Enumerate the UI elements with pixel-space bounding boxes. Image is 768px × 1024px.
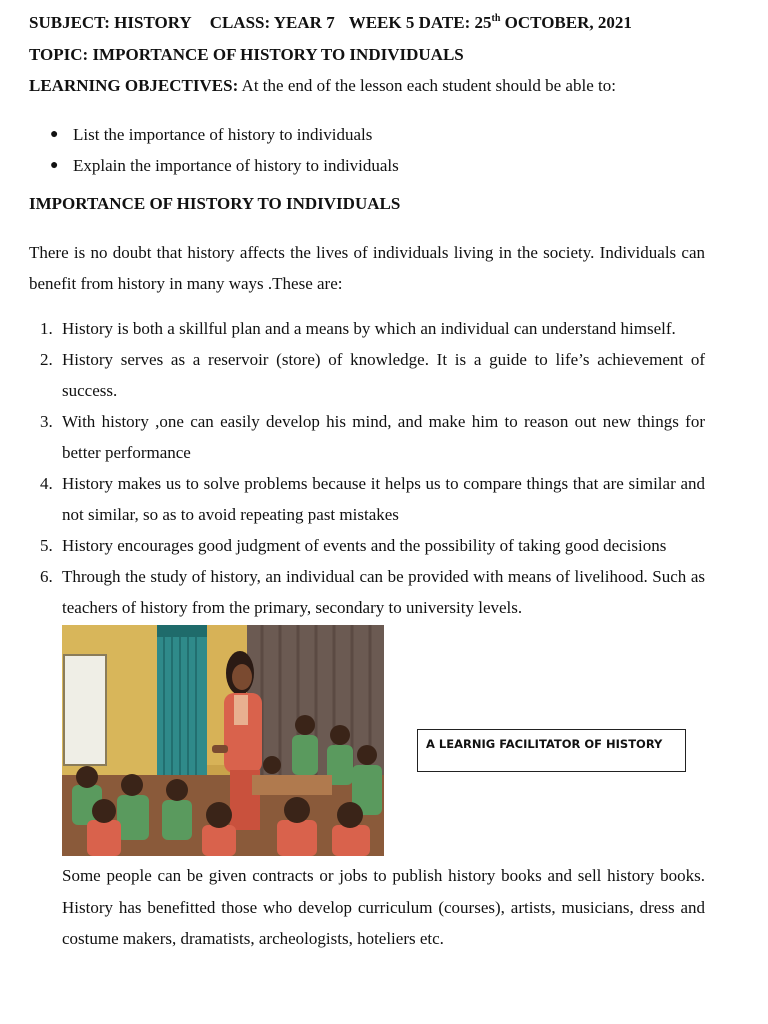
item-text: History makes us to solve problems because it helps us to compare things that are similar and not similar, so as to avoid repeating past mistakes [62, 474, 705, 524]
list-item [29, 313, 705, 344]
item-number: 3. [40, 412, 53, 431]
classroom-photo [62, 625, 384, 856]
objectives-line [29, 75, 616, 96]
list-item [29, 468, 705, 530]
objectives-label: LEARNING OBJECTIVES: [29, 76, 239, 95]
objective-item [29, 150, 399, 181]
item-number: 4. [40, 474, 53, 493]
date-rest: OCTOBER, 2021 [500, 13, 632, 32]
intro-paragraph: There is no doubt that history affects the lives of individuals living in the society. Individuals can benefit from history in many ways .These are: [29, 243, 705, 293]
item-text: History is both a skillful plan and a means by which an individual can understand himself. [62, 319, 676, 338]
topic-line: TOPIC: IMPORTANCE OF HISTORY TO INDIVIDUALS [29, 45, 464, 64]
photo-caption: A LEARNIG FACILITATOR OF HISTORY [417, 729, 686, 772]
list-item [29, 530, 705, 561]
list-item [29, 344, 705, 406]
closing-paragraph: Some people can be given contracts or jobs to publish history books and sell history books. History has benefitted those who develop curriculum (courses), artists, musicians, dress and costume makers, dramatists, archeologists, hoteliers etc. [62, 866, 705, 948]
date-superscript: th [491, 13, 501, 24]
item-number: 6. [40, 567, 53, 586]
objective-text: Explain the importance of history to individuals [73, 156, 399, 175]
class-label: CLASS: YEAR 7 [209, 13, 335, 32]
bullet-icon: ● [50, 158, 59, 173]
section-heading: IMPORTANCE OF HISTORY TO INDIVIDUALS [29, 194, 401, 213]
item-number: 5. [40, 536, 53, 555]
objective-text: List the importance of history to individuals [73, 125, 373, 144]
subject-label: SUBJECT: HISTORY [29, 13, 192, 32]
item-text: With history ,one can easily develop his mind, and make him to reason out new things for better performance [62, 412, 705, 462]
bullet-icon: ● [50, 127, 59, 142]
list-item [29, 561, 705, 623]
objectives-text: At the end of the lesson each student should be able to: [238, 76, 616, 95]
importance-list [29, 313, 705, 623]
item-number: 1. [40, 319, 53, 338]
header-line [29, 12, 632, 33]
list-item [29, 406, 705, 468]
item-text: Through the study of history, an individual can be provided with means of livelihood. Such as teachers of history from the primary, secondary to university levels. [62, 567, 705, 617]
objective-item [29, 119, 399, 150]
item-text: History encourages good judgment of events and the possibility of taking good decisions [62, 536, 667, 555]
week-date-label: WEEK 5 DATE: 25 [348, 13, 492, 32]
item-text: History serves as a reservoir (store) of knowledge. It is a guide to life’s achievement of success. [62, 350, 705, 400]
objectives-list [29, 119, 399, 181]
item-number: 2. [40, 350, 53, 369]
